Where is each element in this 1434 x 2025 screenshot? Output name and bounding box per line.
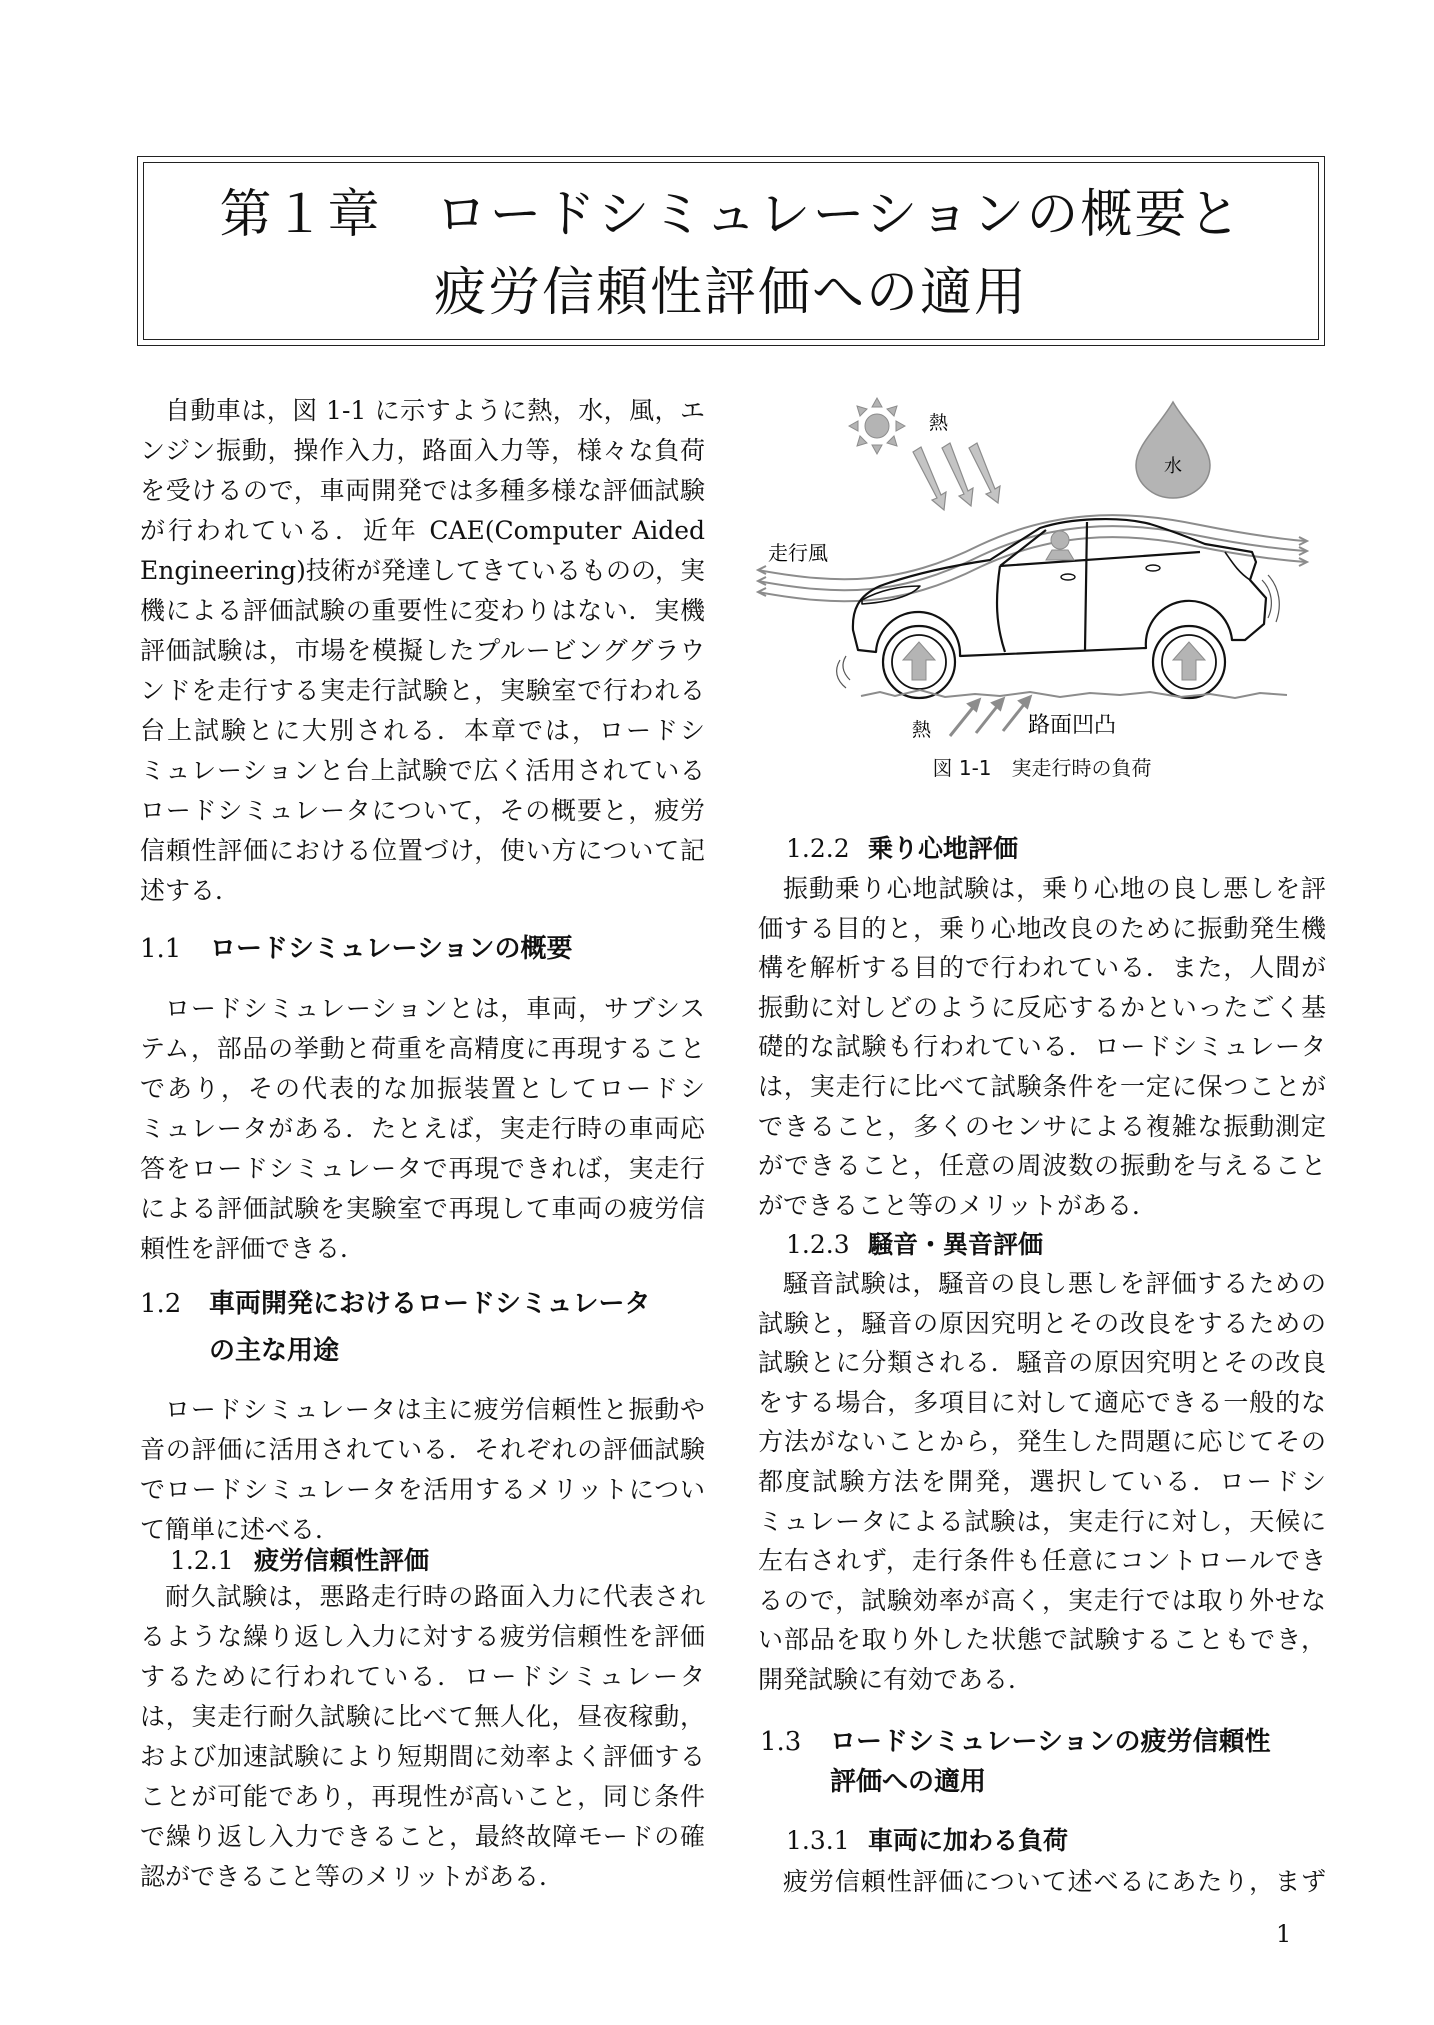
front-wheel [883, 626, 955, 698]
section-title: ロードシミュレーションの概要 [210, 934, 573, 964]
driver-figure [1046, 531, 1074, 560]
text-line: るので，試験効率が高く，実走行では取り外せな [758, 1585, 1326, 1615]
section-title-line-2: 評価への適用 [830, 1767, 987, 1797]
text-line: ロードシミュレーションとは，車両，サブシス [165, 994, 705, 1023]
text-line: ロードシミュレータは主に疲労信頼性と振動や [165, 1395, 705, 1424]
chapter-title-box [137, 156, 1325, 346]
text-line: るような繰り返し入力に対する疲労信頼性を評価 [140, 1622, 705, 1651]
text-line: 礎的な試験も行われている．ロードシミュレータ [758, 1032, 1326, 1062]
text-line: 答をロードシミュレータで再現できれば，実走行 [140, 1154, 705, 1183]
intro-paragraph [140, 391, 705, 911]
figure-caption: 図 1-1 実走行時の負荷 [932, 756, 1152, 780]
chapter-title-inner-border [143, 162, 1319, 340]
paragraph-1-3-1 [758, 1862, 1326, 1902]
subsection-title: 騒音・異音評価 [868, 1230, 1044, 1259]
text-line: が行われている．近年 CAE(Computer Aided [140, 516, 705, 545]
text-line: は，実走行に比べて試験条件を一定に保つことが [758, 1071, 1326, 1101]
text-line: 音の評価に活用されている．それぞれの評価試験 [140, 1435, 705, 1464]
paragraph-1-2-2 [758, 869, 1326, 1225]
text-line: ミュレーションと台上試験で広く活用されている [140, 756, 705, 785]
subsection-title: 乗り心地評価 [868, 834, 1019, 863]
text-line: 評価試験は，市場を模擬したプルービンググラウ [140, 636, 705, 665]
text-line: 自動車は，図 1-1 に示すように熱，水，風，エ [165, 396, 705, 425]
text-line: ンドを走行する実走行試験と，実験室で行われる [140, 676, 705, 705]
text-line: ロードシミュレータについて，その概要と，疲労 [140, 796, 705, 825]
text-line: であり，その代表的な加振装置としてロードシ [140, 1074, 705, 1103]
text-line: 機による評価試験の重要性に変わりはない．実機 [140, 596, 705, 625]
text-line: て簡単に述べる． [140, 1515, 341, 1544]
heat-arrows-bottom [950, 697, 1030, 736]
text-line: 都度試験方法を開発，選択している．ロードシ [758, 1466, 1326, 1496]
text-line: 台上試験とに大別される．本章では，ロードシ [140, 716, 705, 745]
page-number: 1 [1276, 1920, 1292, 1948]
text-line: 耐久試験は，悪路走行時の路面入力に代表され [165, 1582, 705, 1611]
paragraph-1-2 [140, 1390, 705, 1550]
text-line: テム，部品の挙動と荷重を高精度に再現すること [140, 1034, 705, 1063]
text-line: 価する目的と，乗り心地改良のために振動発生機 [758, 913, 1326, 943]
label-heat-top: 熱 [929, 412, 949, 434]
subsection-number: 1.2.3 [786, 1230, 850, 1259]
text-line: ことが可能であり，再現性が高いこと，同じ条件 [140, 1782, 705, 1811]
text-line: ミュレータによる試験は，実走行に対し，天候に [758, 1506, 1326, 1536]
text-line: い部品を取り外した状態で試験することもでき， [758, 1625, 1326, 1655]
text-line: できること，多くのセンサによる複雑な振動測定 [758, 1111, 1326, 1141]
text-line: ができること等のメリットがある． [758, 1190, 1158, 1220]
label-water: 水 [1164, 456, 1182, 477]
paragraph-1-1 [140, 989, 705, 1269]
wind-lines [758, 515, 1307, 601]
text-line: 試験と，騒音の原因究明とその改良をするための [758, 1308, 1326, 1338]
text-line: するために行われている．ロードシミュレータ [140, 1662, 705, 1691]
label-running-wind: 走行風 [768, 541, 828, 565]
subsection-number: 1.3.1 [786, 1826, 850, 1855]
water-drop-icon [1136, 402, 1210, 498]
section-title-line-2: の主な用途 [209, 1336, 340, 1366]
section-number: 1.1 [140, 934, 182, 964]
section-title-line-1: 車両開発におけるロードシミュレータ [209, 1289, 651, 1319]
text-line: を受けるので，車両開発では多種多様な評価試験 [140, 476, 705, 505]
text-line: ができること，任意の周波数の振動を与えること [758, 1151, 1326, 1181]
text-line: 振動に対しどのように反応するかといったごく基 [758, 992, 1326, 1022]
subsection-number: 1.2.1 [170, 1546, 234, 1575]
section-number: 1.3 [760, 1727, 802, 1757]
subsection-title: 疲労信頼性評価 [254, 1546, 430, 1575]
text-line: 試験とに分類される．騒音の原因究明とその改良 [758, 1348, 1326, 1378]
text-line: 方法がないことから，発生した問題に応じてその [758, 1427, 1326, 1457]
chapter-title-line-2: 疲労信頼性評価への適用 [433, 263, 1028, 323]
subsection-title: 車両に加わる負荷 [868, 1826, 1069, 1855]
text-line: は，実走行耐久試験に比べて無人化，昼夜稼動， [140, 1702, 705, 1731]
subsection-number: 1.2.2 [786, 834, 850, 863]
text-line: 開発試験に有効である． [758, 1664, 1034, 1694]
sun-icon [849, 398, 905, 454]
figure-1-1-vehicle-loads [750, 390, 1350, 750]
text-line: 構を解析する目的で行われている．また，人間が [758, 953, 1326, 983]
rear-wheel [1153, 626, 1225, 698]
text-line: 述する． [140, 876, 241, 905]
text-line: 騒音試験は，騒音の良し悪しを評価するための [783, 1269, 1326, 1298]
text-line: 頼性を評価できる． [140, 1234, 366, 1263]
text-line: でロードシミュレータを活用するメリットについ [140, 1475, 705, 1504]
text-line: 振動乗り心地試験は，乗り心地の良し悪しを評 [783, 874, 1326, 903]
chapter-title-line-1: 第１章 ロードシミュレーションの概要と [219, 185, 1243, 245]
text-line: 疲労信頼性評価について述べるにあたり，まず [783, 1867, 1326, 1896]
text-line: 認ができること等のメリットがある． [140, 1862, 565, 1891]
heat-arrows-top [913, 443, 1000, 510]
label-road-unevenness: 路面凹凸 [1028, 713, 1117, 738]
text-line: および加速試験により短期間に効率よく評価する [140, 1742, 705, 1771]
section-number: 1.2 [140, 1289, 182, 1319]
text-line: ミュレータがある．たとえば，実走行時の車両応 [140, 1114, 705, 1143]
text-line: Engineering)技術が発達してきているものの，実 [140, 556, 705, 585]
text-line: による評価試験を実験室で再現して車両の疲労信 [140, 1194, 705, 1223]
paragraph-1-2-3 [758, 1264, 1326, 1700]
text-line: をする場合，多項目に対して適応できる一般的な [758, 1387, 1326, 1417]
paragraph-1-2-1 [140, 1577, 705, 1897]
text-line: ンジン振動，操作入力，路面入力等，様々な負荷 [140, 436, 705, 465]
text-line: 信頼性評価における位置づけ，使い方について記 [140, 836, 705, 865]
text-line: で繰り返し入力できること，最終故障モードの確 [140, 1822, 705, 1851]
label-heat-bottom: 熱 [912, 719, 932, 741]
section-title-line-1: ロードシミュレーションの疲労信頼性 [830, 1727, 1271, 1757]
text-line: 左右されず，走行条件も任意にコントロールでき [758, 1546, 1326, 1576]
